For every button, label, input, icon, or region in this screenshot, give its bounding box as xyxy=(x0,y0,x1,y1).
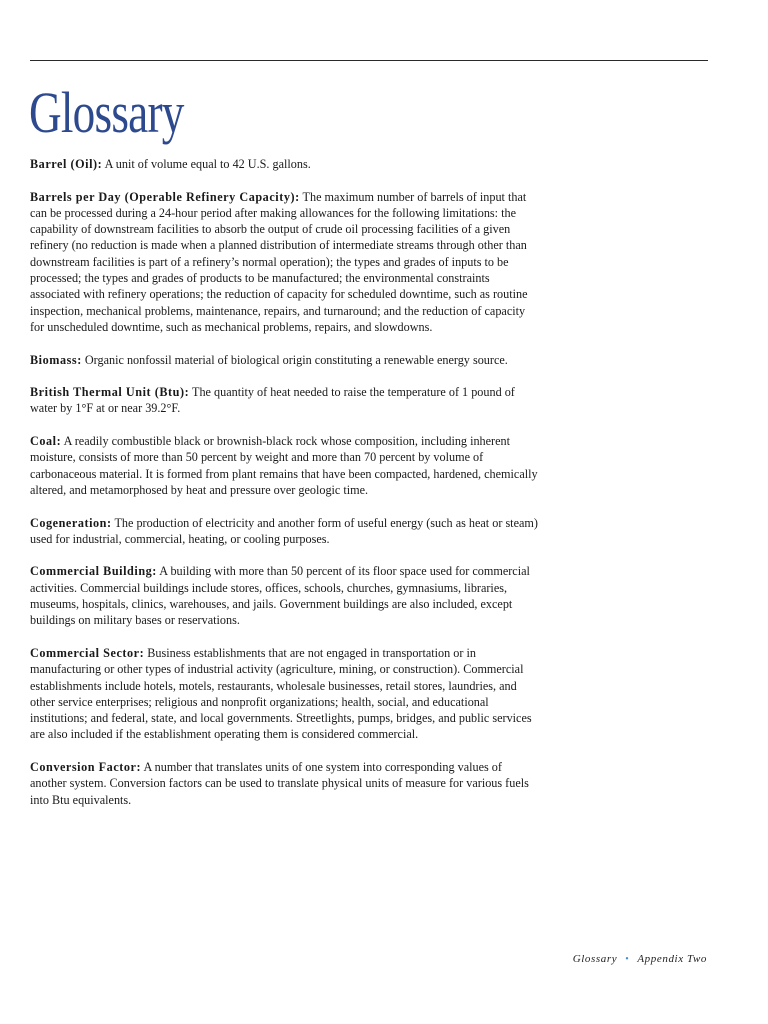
glossary-definition: Organic nonfossil material of biological origin constituting a renewable energy source. xyxy=(84,352,508,367)
glossary-list xyxy=(30,156,540,824)
top-rule xyxy=(30,60,708,61)
glossary-entry-coal xyxy=(30,433,540,498)
glossary-entry-commercial-building xyxy=(30,563,540,628)
glossary-term: Biomass: xyxy=(30,352,82,367)
footer-appendix-label: Appendix Two xyxy=(637,953,707,965)
glossary-definition: The production of electricity and another form of useful energy (such as heat or steam) used for industrial, commercial, heating, or cooling purposes. xyxy=(30,515,538,546)
glossary-entry-barrel-oil xyxy=(30,156,540,172)
glossary-definition: A number that translates units of one system into corresponding values of another system. Conversion factors can be used to translate physical units of measure for various fuels into Btu equivalents. xyxy=(30,759,529,807)
glossary-term: Commercial Building: xyxy=(30,564,157,579)
footer-separator: • xyxy=(625,954,630,965)
glossary-entry-cogeneration xyxy=(30,515,540,548)
glossary-term: Coal: xyxy=(30,434,62,449)
glossary-definition: The quantity of heat needed to raise the temperature of 1 pound of water by 1°F at or near 39.2°F. xyxy=(30,385,515,416)
glossary-term: Cogeneration: xyxy=(30,515,112,530)
page-title: Glossary xyxy=(29,80,184,145)
glossary-definition: A unit of volume equal to 42 U.S. gallons. xyxy=(104,157,311,171)
glossary-entry-btu xyxy=(30,384,540,417)
page-footer xyxy=(573,953,707,965)
glossary-term: Barrels per Day (Operable Refinery Capacity): xyxy=(30,189,300,204)
glossary-definition: A building with more than 50 percent of its floor space used for commercial activities. Commercial buildings include stores, offices, schools, churches, gymnasiums, libraries, museums, hospitals, clinics, warehouses, and jails. Government buildings are also included, except buildings on military bases or reservations. xyxy=(30,564,530,628)
glossary-term: Conversion Factor: xyxy=(30,759,142,774)
glossary-entry-biomass xyxy=(30,352,540,368)
glossary-term: Commercial Sector: xyxy=(30,645,145,660)
glossary-entry-conversion-factor xyxy=(30,759,540,808)
glossary-definition: Business establishments that are not engaged in transportation or in manufacturing or other types of industrial activity (agriculture, mining, or construction). Commercial establishments include hotels, motels, restaurants, wholesale businesses, retail stores, laundries, and other service enterprises; religious and nonprofit organizations; health, social, and educational institutions; and federal, state, and local governments. Streetlights, pumps, bridges, and public services are also included if the establishment operating them is considered commercial. xyxy=(30,645,532,742)
glossary-term: British Thermal Unit (Btu): xyxy=(30,385,190,400)
glossary-definition: The maximum number of barrels of input that can be processed during a 24-hour period after making allowances for the following limitations: the capability of downstream facilities to absorb the output of crude oil processing facilities of a given refinery (no reduction is made when a planned distribution of intermediate streams through other than downstream facilities is part of a refinery’s normal operation); the types and grades of inputs to be processed; the types and grades of products to be manufactured; the environmental constraints associated with refinery operations; the reduction of capacity for scheduled downtime, such as routine inspection, mechanical problems, maintenance, repairs, and turnaround; and the reduction of capacity for unscheduled downtime, such as mechanical problems, repairs, and slowdowns. xyxy=(30,189,528,334)
glossary-entry-commercial-sector xyxy=(30,645,540,743)
footer-section-label: Glossary xyxy=(572,953,618,965)
glossary-entry-barrels-per-day xyxy=(30,189,540,336)
glossary-term: Barrel (Oil): xyxy=(30,157,103,171)
glossary-definition: A readily combustible black or brownish-black rock whose composition, including inherent moisture, consists of more than 50 percent by weight and more than 70 percent by volume of carbonaceous material. It is formed from plant remains that have been compacted, hardened, chemically altered, and metamorphosed by heat and pressure over geologic time. xyxy=(30,434,538,497)
